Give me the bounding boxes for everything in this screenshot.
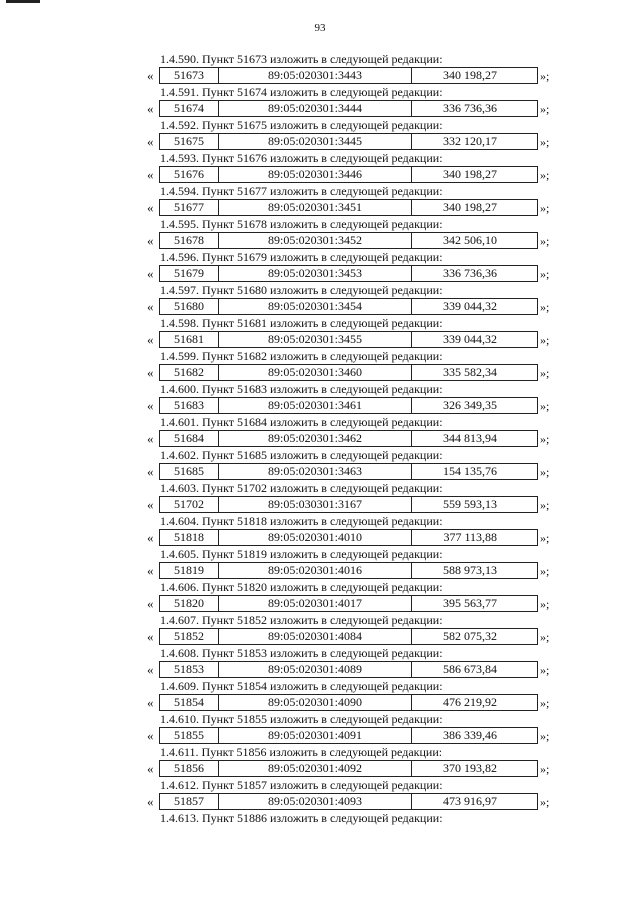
row-number-cell: 51820 <box>160 596 219 611</box>
cadastral-number-cell: 89:05:020301:3455 <box>219 332 412 347</box>
value-cell: 336 736,36 <box>443 101 497 115</box>
amendment-entry <box>147 217 567 250</box>
value-cell: 326 349,35 <box>443 398 497 412</box>
closing-quote: »; <box>540 201 550 215</box>
value-cell: 339 044,32 <box>443 332 497 346</box>
cadastral-number-cell: 89:05:020301:3451 <box>219 200 412 215</box>
amendment-entry <box>147 415 567 448</box>
opening-quote: « <box>147 233 154 248</box>
closing-quote: »; <box>540 531 550 545</box>
closing-quote: »; <box>540 234 550 248</box>
row-number-cell: 51675 <box>160 134 219 149</box>
amendment-heading: 1.4.612. Пункт 51857 изложить в следующей редакции: <box>160 778 443 792</box>
row-number-cell: 51852 <box>160 629 219 644</box>
table-row <box>159 298 538 315</box>
table-row <box>159 463 538 480</box>
opening-quote: « <box>147 497 154 512</box>
cadastral-number-cell: 89:05:020301:4093 <box>219 794 412 809</box>
opening-quote: « <box>147 464 154 479</box>
amendment-heading: 1.4.608. Пункт 51853 изложить в следующей редакции: <box>160 646 443 660</box>
opening-quote: « <box>147 365 154 380</box>
opening-quote: « <box>147 596 154 611</box>
opening-quote: « <box>147 167 154 182</box>
cadastral-number-cell: 89:05:020301:4084 <box>219 629 412 644</box>
amendment-entry <box>147 481 567 514</box>
opening-quote: « <box>147 266 154 281</box>
row-number-cell: 51855 <box>160 728 219 743</box>
closing-quote: »; <box>540 630 550 644</box>
value-cell: 586 673,84 <box>443 662 497 676</box>
cadastral-number-cell: 89:05:020301:3453 <box>219 266 412 281</box>
table-row <box>159 496 538 513</box>
closing-quote: »; <box>540 465 550 479</box>
opening-quote: « <box>147 431 154 446</box>
amendment-heading: 1.4.599. Пункт 51682 изложить в следующей редакции: <box>160 349 443 363</box>
row-number-cell: 51676 <box>160 167 219 182</box>
amendment-entry <box>147 283 567 316</box>
cadastral-number-cell: 89:05:020301:3461 <box>219 398 412 413</box>
closing-quote: »; <box>540 168 550 182</box>
amendment-entry <box>147 646 567 679</box>
row-number-cell: 51683 <box>160 398 219 413</box>
table-row <box>159 595 538 612</box>
closing-quote: »; <box>540 399 550 413</box>
scan-edge-mark <box>6 0 40 3</box>
amendment-heading: 1.4.605. Пункт 51819 изложить в следующей редакции: <box>160 547 443 561</box>
table-row <box>159 430 538 447</box>
amendment-entry <box>147 778 567 811</box>
value-cell: 377 113,88 <box>443 530 497 544</box>
table-row <box>159 232 538 249</box>
amendment-heading: 1.4.604. Пункт 51818 изложить в следующей редакции: <box>160 514 443 528</box>
row-number-cell: 51684 <box>160 431 219 446</box>
amendment-entry <box>147 250 567 283</box>
value-cell: 559 593,13 <box>443 497 497 511</box>
page-number: 93 <box>314 22 326 34</box>
row-number-cell: 51857 <box>160 794 219 809</box>
amendment-entry <box>147 316 567 349</box>
opening-quote: « <box>147 629 154 644</box>
cadastral-number-cell: 89:05:020301:3444 <box>219 101 412 116</box>
closing-quote: »; <box>540 69 550 83</box>
table-row <box>159 331 538 348</box>
opening-quote: « <box>147 332 154 347</box>
amendment-heading: 1.4.594. Пункт 51677 изложить в следующей редакции: <box>160 184 443 198</box>
closing-quote: »; <box>540 300 550 314</box>
opening-quote: « <box>147 398 154 413</box>
amendment-heading: 1.4.607. Пункт 51852 изложить в следующей редакции: <box>160 613 443 627</box>
closing-quote: »; <box>540 663 550 677</box>
amendment-entry <box>147 382 567 415</box>
opening-quote: « <box>147 662 154 677</box>
amendment-entry <box>147 745 567 778</box>
cadastral-number-cell: 89:05:020301:4091 <box>219 728 412 743</box>
cadastral-number-cell: 89:05:020301:3454 <box>219 299 412 314</box>
cadastral-number-cell: 89:05:020301:3446 <box>219 167 412 182</box>
value-cell: 335 582,34 <box>443 365 497 379</box>
closing-quote: »; <box>540 597 550 611</box>
opening-quote: « <box>147 200 154 215</box>
table-row <box>159 793 538 810</box>
closing-quote: »; <box>540 102 550 116</box>
entries-container <box>147 52 567 811</box>
opening-quote: « <box>147 134 154 149</box>
table-row <box>159 727 538 744</box>
closing-quote: »; <box>540 267 550 281</box>
row-number-cell: 51685 <box>160 464 219 479</box>
amendment-entry <box>147 85 567 118</box>
row-number-cell: 51702 <box>160 497 219 512</box>
table-row <box>159 166 538 183</box>
cadastral-number-cell: 89:05:020301:3462 <box>219 431 412 446</box>
amendment-heading: 1.4.611. Пункт 51856 изложить в следующей редакции: <box>160 745 443 759</box>
value-cell: 582 075,32 <box>443 629 497 643</box>
amendment-entry <box>147 514 567 547</box>
row-number-cell: 51680 <box>160 299 219 314</box>
amendment-heading-last: 1.4.613. Пункт 51886 изложить в следующей редакции: <box>160 811 443 825</box>
amendment-heading: 1.4.610. Пункт 51855 изложить в следующей редакции: <box>160 712 443 726</box>
opening-quote: « <box>147 563 154 578</box>
opening-quote: « <box>147 761 154 776</box>
value-cell: 344 813,94 <box>443 431 497 445</box>
value-cell: 332 120,17 <box>443 134 497 148</box>
table-row <box>159 133 538 150</box>
opening-quote: « <box>147 101 154 116</box>
cadastral-number-cell: 89:05:020301:4016 <box>219 563 412 578</box>
table-row <box>159 397 538 414</box>
cadastral-number-cell: 89:05:020301:3452 <box>219 233 412 248</box>
amendment-heading: 1.4.592. Пункт 51675 изложить в следующей редакции: <box>160 118 443 132</box>
amendment-entry <box>147 613 567 646</box>
opening-quote: « <box>147 530 154 545</box>
opening-quote: « <box>147 695 154 710</box>
closing-quote: »; <box>540 498 550 512</box>
value-cell: 370 193,82 <box>443 761 497 775</box>
row-number-cell: 51678 <box>160 233 219 248</box>
cadastral-number-cell: 89:05:020301:4092 <box>219 761 412 776</box>
amendment-entry <box>147 712 567 745</box>
value-cell: 340 198,27 <box>443 200 497 214</box>
closing-quote: »; <box>540 729 550 743</box>
value-cell: 339 044,32 <box>443 299 497 313</box>
value-cell: 386 339,46 <box>443 728 497 742</box>
closing-quote: »; <box>540 366 550 380</box>
table-row <box>159 694 538 711</box>
row-number-cell: 51854 <box>160 695 219 710</box>
opening-quote: « <box>147 728 154 743</box>
value-cell: 476 219,92 <box>443 695 497 709</box>
table-row <box>159 67 538 84</box>
value-cell: 395 563,77 <box>443 596 497 610</box>
amendment-heading: 1.4.602. Пункт 51685 изложить в следующей редакции: <box>160 448 443 462</box>
table-row <box>159 199 538 216</box>
row-number-cell: 51681 <box>160 332 219 347</box>
amendment-entry <box>147 349 567 382</box>
amendment-heading: 1.4.600. Пункт 51683 изложить в следующей редакции: <box>160 382 443 396</box>
value-cell: 154 135,76 <box>443 464 497 478</box>
cadastral-number-cell: 89:05:020301:4090 <box>219 695 412 710</box>
amendment-heading: 1.4.593. Пункт 51676 изложить в следующей редакции: <box>160 151 443 165</box>
cadastral-number-cell: 89:05:020301:3463 <box>219 464 412 479</box>
amendment-heading: 1.4.609. Пункт 51854 изложить в следующей редакции: <box>160 679 443 693</box>
amendment-heading: 1.4.606. Пункт 51820 изложить в следующей редакции: <box>160 580 443 594</box>
opening-quote: « <box>147 68 154 83</box>
opening-quote: « <box>147 794 154 809</box>
cadastral-number-cell: 89:05:020301:4010 <box>219 530 412 545</box>
amendment-entry <box>147 184 567 217</box>
amendment-entry <box>147 151 567 184</box>
table-row <box>159 661 538 678</box>
table-row <box>159 364 538 381</box>
table-row <box>159 265 538 282</box>
amendment-heading: 1.4.590. Пункт 51673 изложить в следующей редакции: <box>160 52 443 66</box>
amendment-heading: 1.4.603. Пункт 51702 изложить в следующей редакции: <box>160 481 443 495</box>
value-cell: 473 916,97 <box>443 794 497 808</box>
row-number-cell: 51677 <box>160 200 219 215</box>
value-cell: 340 198,27 <box>443 167 497 181</box>
value-cell: 336 736,36 <box>443 266 497 280</box>
amendment-entry <box>147 679 567 712</box>
amendment-entry <box>147 52 567 85</box>
closing-quote: »; <box>540 432 550 446</box>
row-number-cell: 51674 <box>160 101 219 116</box>
row-number-cell: 51856 <box>160 761 219 776</box>
table-row <box>159 100 538 117</box>
value-cell: 342 506,10 <box>443 233 497 247</box>
row-number-cell: 51673 <box>160 68 219 83</box>
amendment-heading: 1.4.601. Пункт 51684 изложить в следующей редакции: <box>160 415 443 429</box>
value-cell: 340 198,27 <box>443 68 497 82</box>
row-number-cell: 51853 <box>160 662 219 677</box>
table-row <box>159 760 538 777</box>
opening-quote: « <box>147 299 154 314</box>
table-row <box>159 529 538 546</box>
amendment-heading: 1.4.591. Пункт 51674 изложить в следующей редакции: <box>160 85 443 99</box>
row-number-cell: 51819 <box>160 563 219 578</box>
cadastral-number-cell: 89:05:020301:3445 <box>219 134 412 149</box>
closing-quote: »; <box>540 135 550 149</box>
closing-quote: »; <box>540 696 550 710</box>
amendment-heading: 1.4.595. Пункт 51678 изложить в следующей редакции: <box>160 217 443 231</box>
closing-quote: »; <box>540 795 550 809</box>
row-number-cell: 51818 <box>160 530 219 545</box>
amendment-entry <box>147 448 567 481</box>
closing-quote: »; <box>540 762 550 776</box>
closing-quote: »; <box>540 564 550 578</box>
amendment-entry <box>147 118 567 151</box>
cadastral-number-cell: 89:05:020301:3443 <box>219 68 412 83</box>
amendment-heading: 1.4.598. Пункт 51681 изложить в следующей редакции: <box>160 316 443 330</box>
cadastral-number-cell: 89:05:020301:3460 <box>219 365 412 380</box>
table-row <box>159 562 538 579</box>
row-number-cell: 51682 <box>160 365 219 380</box>
table-row <box>159 628 538 645</box>
cadastral-number-cell: 89:05:030301:3167 <box>219 497 412 512</box>
amendment-heading: 1.4.596. Пункт 51679 изложить в следующей редакции: <box>160 250 443 264</box>
row-number-cell: 51679 <box>160 266 219 281</box>
closing-quote: »; <box>540 333 550 347</box>
cadastral-number-cell: 89:05:020301:4017 <box>219 596 412 611</box>
cadastral-number-cell: 89:05:020301:4089 <box>219 662 412 677</box>
amendment-entry <box>147 547 567 580</box>
amendment-entry <box>147 580 567 613</box>
amendment-heading: 1.4.597. Пункт 51680 изложить в следующей редакции: <box>160 283 443 297</box>
value-cell: 588 973,13 <box>443 563 497 577</box>
amendments-list <box>147 52 567 825</box>
